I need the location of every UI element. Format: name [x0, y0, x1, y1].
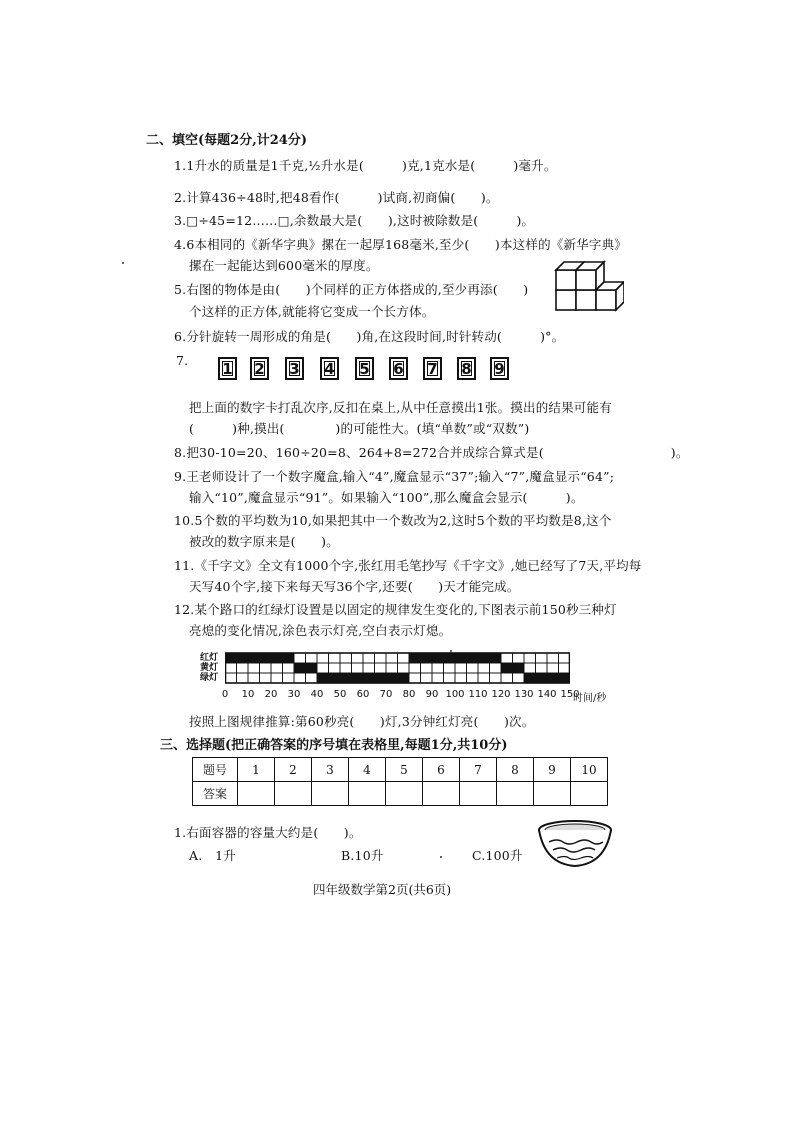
- number-card-8: 8: [457, 357, 476, 380]
- answer-table-number-7: 7: [460, 758, 497, 782]
- number-card-9: 9: [490, 357, 509, 380]
- light-label-0: 红灯: [200, 653, 219, 663]
- grid-cell: [513, 653, 525, 663]
- choice-option-c: C.100升: [472, 848, 523, 863]
- grid-cell: [317, 653, 329, 663]
- grid-cell: [524, 653, 536, 663]
- grid-cell: [363, 663, 375, 673]
- grid-cell: [547, 663, 559, 673]
- grid-cell: [329, 663, 341, 673]
- answer-cell-6[interactable]: [423, 782, 460, 806]
- grid-cell: [478, 673, 490, 683]
- answer-table-number-9: 9: [534, 758, 571, 782]
- traffic-light-chart: [225, 650, 570, 688]
- question-12-line-2: 亮熄的变化情况,涂色表示灯亮,空白表示灯熄。: [189, 623, 452, 638]
- number-card-1: 1: [218, 357, 237, 380]
- grid-cell: [547, 653, 559, 663]
- grid-cell: [455, 673, 467, 683]
- number-card-7: 7: [423, 357, 442, 380]
- x-tick-60: 60: [356, 689, 370, 700]
- grid-cell: [271, 673, 283, 683]
- grid-cell: [306, 653, 318, 663]
- question-3: 3.□÷45=12……□,余数最大是( ),这时被除数是( )。: [174, 213, 535, 228]
- section-3-title: 三、选择题(把正确答案的序号填在表格里,每题1分,共10分): [160, 738, 508, 753]
- grid-cell: [478, 663, 490, 673]
- page-footer: 四年级数学第2页(共6页): [313, 882, 452, 897]
- grid-cell: [225, 663, 237, 673]
- question-11-line-2: 天写40个字,接下来每天写36个字,还要( )天才能完成。: [189, 579, 520, 594]
- answer-cell-4[interactable]: [349, 782, 386, 806]
- grid-cell: [248, 673, 260, 683]
- grid-cell: [352, 653, 364, 663]
- answer-table-number-2: 2: [275, 758, 312, 782]
- grid-cell: [237, 673, 249, 683]
- grid-cell: [294, 653, 306, 663]
- grid-cell: [283, 673, 295, 683]
- x-tick-50: 50: [333, 689, 347, 700]
- grid-cell: [501, 673, 513, 683]
- answer-cell-10[interactable]: [571, 782, 608, 806]
- grid-cell: [421, 663, 433, 673]
- x-tick-30: 30: [287, 689, 301, 700]
- light-label-2: 绿灯: [200, 673, 219, 683]
- x-tick-100: 100: [445, 689, 465, 700]
- answer-table-number-5: 5: [386, 758, 423, 782]
- grid-cell: [421, 673, 433, 683]
- x-tick-110: 110: [468, 689, 488, 700]
- answer-cell-3[interactable]: [312, 782, 349, 806]
- grid-cell: [559, 663, 571, 673]
- question-5-line-2: 个这样的正方体,就能将它变成一个长方体。: [189, 304, 435, 319]
- choice-option-b: B.10升: [341, 848, 384, 863]
- question-8: 8.把30-10=20、160÷20=8、264+8=272合并成综合算式是( )。: [174, 445, 689, 460]
- choice-question-1: 1.右面容器的容量大约是( )。: [174, 825, 362, 840]
- scan-speck: [122, 262, 124, 264]
- question-7-line-1: 把上面的数字卡打乱次序,反扣在桌上,从中任意摸出1张。摸出的结果可能有: [189, 400, 612, 415]
- number-card-3: 3: [285, 357, 304, 380]
- grid-cell: [490, 673, 502, 683]
- grid-cell: [536, 653, 548, 663]
- x-tick-130: 130: [514, 689, 534, 700]
- grid-cell: [260, 673, 272, 683]
- question-6: 6.分针旋转一周形成的角是( )角,在这段时间,时针转动( )°。: [174, 329, 565, 344]
- question-7-line-2: ( )种,摸出( )的可能性大。(填“单数”或“双数”): [189, 421, 530, 436]
- grid-cell: [432, 663, 444, 673]
- question-4-line-1: 4.6本相同的《新华字典》摞在一起厚168毫米,至少( )本这样的《新华字典》: [174, 237, 627, 252]
- answer-cell-8[interactable]: [497, 782, 534, 806]
- answer-table-number-6: 6: [423, 758, 460, 782]
- x-tick-140: 140: [537, 689, 557, 700]
- x-tick-0: 0: [221, 689, 229, 700]
- grid-cell: [248, 663, 260, 673]
- grid-cell: [294, 673, 306, 683]
- x-tick-120: 120: [491, 689, 511, 700]
- grid-cell: [317, 663, 329, 673]
- number-card-4: 4: [320, 357, 339, 380]
- grid-cell: [375, 663, 387, 673]
- question-4-line-2: 摞在一起能达到600毫米的厚度。: [189, 258, 379, 273]
- answer-table-number-10: 10: [571, 758, 608, 782]
- x-tick-150: 150: [560, 689, 580, 700]
- grid-cell: [398, 653, 410, 663]
- answer-table-number-1: 1: [238, 758, 275, 782]
- grid-cell: [432, 673, 444, 683]
- grid-cell: [559, 653, 571, 663]
- grid-cell: [283, 663, 295, 673]
- answer-table-header-row: [193, 758, 608, 782]
- grid-cell: [409, 663, 421, 673]
- choice-option-a: A. 1升: [189, 848, 236, 863]
- grid-cell: [386, 663, 398, 673]
- question-2: 2.计算436÷48时,把48看作( )试商,初商偏( )。: [174, 190, 499, 205]
- answer-cell-2[interactable]: [275, 782, 312, 806]
- grid-cell: [237, 663, 249, 673]
- x-tick-70: 70: [379, 689, 393, 700]
- answer-table-number-8: 8: [497, 758, 534, 782]
- grid-cell: [409, 673, 421, 683]
- x-tick-20: 20: [264, 689, 278, 700]
- grid-cell: [260, 663, 272, 673]
- grid-cell: [467, 663, 479, 673]
- answer-table-answer-label: 答案: [193, 782, 238, 806]
- question-12-after: 按照上图规律推算:第60秒亮( )灯,3分钟红灯亮( )次。: [189, 714, 535, 729]
- question-5-line-1: 5.右图的物体是由( )个同样的正方体搭成的,至少再添( ): [174, 282, 529, 297]
- number-card-5: 5: [355, 357, 374, 380]
- grid-cell: [375, 653, 387, 663]
- question-10-line-1: 10.5个数的平均数为10,如果把其中一个数改为2,这时5个数的平均数是8,这个: [174, 513, 612, 528]
- question-12-line-1: 12.某个路口的红绿灯设置是以固定的规律发生变化的,下图表示前150秒三种灯: [174, 602, 617, 617]
- traffic-light-xlabel: 时间/秒: [573, 693, 607, 704]
- question-9-line-2: 输入“10”,魔盒显示“91”。如果输入“100”,那么魔盒会显示( )。: [189, 490, 584, 505]
- basin-container-image: [535, 818, 615, 870]
- grid-cell: [490, 663, 502, 673]
- answer-cell-5[interactable]: [386, 782, 423, 806]
- section-2-title: 二、填空(每题2分,计24分): [146, 133, 307, 148]
- number-card-2: 2: [250, 357, 269, 380]
- x-tick-90: 90: [425, 689, 439, 700]
- cube-stack-figure: [552, 256, 624, 318]
- answer-cell-7[interactable]: [460, 782, 497, 806]
- light-label-1: 黄灯: [200, 663, 219, 673]
- answer-table-number-4: 4: [349, 758, 386, 782]
- grid-cell: [398, 663, 410, 673]
- grid-cell: [363, 653, 375, 663]
- grid-cell: [455, 663, 467, 673]
- answer-table-header-label: 题号: [193, 758, 238, 782]
- x-tick-10: 10: [241, 689, 255, 700]
- grid-cell: [444, 663, 456, 673]
- grid-cell: [467, 673, 479, 683]
- grid-cell: [340, 663, 352, 673]
- grid-cell: [352, 663, 364, 673]
- grid-cell: [444, 673, 456, 683]
- answer-cell-1[interactable]: [238, 782, 275, 806]
- grid-cell: [271, 663, 283, 673]
- scan-speck: [440, 856, 442, 858]
- grid-cell: [524, 663, 536, 673]
- x-tick-80: 80: [402, 689, 416, 700]
- grid-cell: [513, 673, 525, 683]
- question-1: 1.1升水的质量是1千克,½升水是( )克,1克水是( )毫升。: [174, 158, 557, 173]
- scan-speck: [450, 650, 452, 652]
- question-7-number: 7.: [176, 353, 189, 368]
- grid-cell: [340, 653, 352, 663]
- number-card-6: 6: [389, 357, 408, 380]
- grid-cell: [306, 673, 318, 683]
- x-tick-40: 40: [310, 689, 324, 700]
- answer-cell-9[interactable]: [534, 782, 571, 806]
- answer-table: [192, 757, 608, 806]
- question-9-line-1: 9.王老师设计了一个数字魔盒,输入“4”,魔盒显示“37”;输入“7”,魔盒显示“64”;: [174, 469, 615, 484]
- question-10-line-2: 被改的数字原来是( )。: [189, 534, 339, 549]
- grid-cell: [536, 663, 548, 673]
- grid-cell: [501, 653, 513, 663]
- answer-table-number-3: 3: [312, 758, 349, 782]
- grid-cell: [225, 673, 237, 683]
- question-11-line-1: 11.《千字文》全文有1000个字,张红用毛笔抄写《千字文》,她已经写了7天,平均每: [174, 558, 642, 573]
- answer-table-answer-row: [193, 782, 608, 806]
- grid-cell: [329, 653, 341, 663]
- grid-cell: [386, 653, 398, 663]
